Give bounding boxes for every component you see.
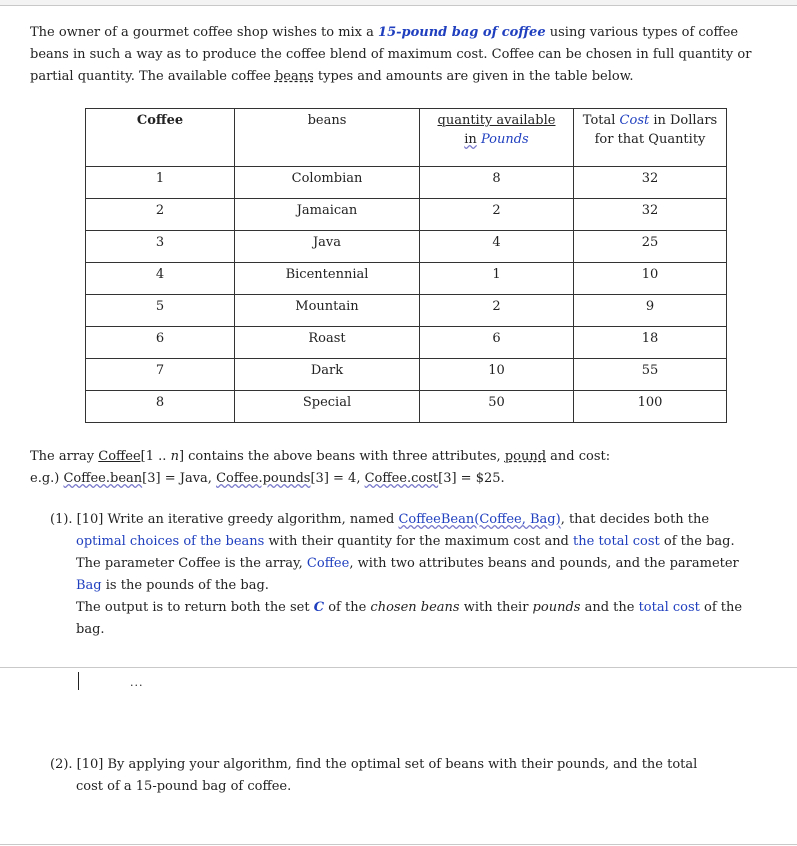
table-row — [86, 295, 727, 327]
array-description-paragraph — [30, 446, 770, 490]
text-cursor[interactable] — [78, 672, 79, 690]
array-text: ] contains the above beans with three attributes, — [178, 449, 505, 464]
q1-text: with their quantity for the maximum cost and — [264, 534, 574, 549]
table-row — [86, 327, 727, 359]
cell-quantity: 1 — [420, 263, 574, 295]
table-row — [86, 199, 727, 231]
cell-cost: 55 — [574, 359, 727, 391]
example-pounds-field: Coffee.pounds — [216, 471, 311, 486]
table-row — [86, 391, 727, 423]
coffee-table — [85, 108, 727, 423]
example-bean-field: Coffee.bean — [63, 471, 143, 486]
header-quantity-in: in — [464, 132, 477, 147]
cell-bean: Jamaican — [235, 199, 420, 231]
q1-text: (1). [10] Write an iterative greedy algorithm, named — [50, 512, 399, 527]
q2-line1: (2). [10] By applying your algorithm, find the optimal set of beans with their pounds, and the total — [50, 757, 698, 772]
cell-cost: 10 — [574, 263, 727, 295]
array-text: and cost: — [546, 449, 611, 464]
cell-cost: 18 — [574, 327, 727, 359]
cell-quantity: 8 — [420, 167, 574, 199]
question-1-paragraph — [50, 509, 762, 641]
q1-total-cost-2: total cost — [638, 600, 700, 615]
cell-quantity: 4 — [420, 231, 574, 263]
header-total-cost — [574, 109, 727, 167]
q1-text: with their — [459, 600, 533, 615]
header-coffee: Coffee — [86, 109, 235, 167]
q1-bag-param: Bag — [76, 578, 102, 593]
cell-bean: Dark — [235, 359, 420, 391]
q1-text: , that decides both the — [560, 512, 710, 527]
header-cost-word: Cost — [619, 113, 650, 128]
cell-bean: Roast — [235, 327, 420, 359]
cell-cost: 100 — [574, 391, 727, 423]
header-total-word: Total — [582, 113, 620, 128]
intro-bag-emphasis: 15-pound bag of coffee — [378, 25, 546, 40]
array-range: 1 .. — [145, 449, 171, 464]
cell-bean: Bicentennial — [235, 263, 420, 295]
table-row — [86, 359, 727, 391]
q2-line2: cost of a 15-pound bag of coffee. — [76, 779, 292, 794]
cell-bean: Java — [235, 231, 420, 263]
header-quantity-pounds: Pounds — [480, 132, 529, 147]
q1-coffee-param: Coffee — [306, 556, 350, 571]
intro-text: The owner of a gourmet coffee shop wishes to mix a — [30, 25, 379, 40]
cell-quantity: 50 — [420, 391, 574, 423]
header-beans: beans — [235, 109, 420, 167]
example-cost-field: Coffee.cost — [364, 471, 439, 486]
cell-cost: 9 — [574, 295, 727, 327]
array-name: Coffee[ — [98, 449, 146, 464]
array-pound-word: pound — [504, 449, 547, 464]
array-text: The array — [30, 449, 99, 464]
cell-cost: 32 — [574, 199, 727, 231]
cell-cost: 32 — [574, 167, 727, 199]
q1-set-c: C — [313, 600, 325, 615]
intro-text: using various types of coffee beans in such a way as to produce the coffee blend of maximum cost. Coffee can be chosen in full quantity or partial quantity. The available coffee — [30, 25, 752, 84]
q1-indented-body — [50, 531, 762, 641]
q1-function-name: CoffeeBean(Coffee, Bag) — [398, 512, 561, 527]
cell-id: 5 — [86, 295, 235, 327]
cell-quantity: 6 — [420, 327, 574, 359]
example-text: [3] = 4, — [310, 471, 365, 486]
q1-optimal-choices: optimal choices of the beans — [76, 534, 265, 549]
bottom-divider — [0, 844, 797, 845]
cell-id: 6 — [86, 327, 235, 359]
ellipsis-text: ... — [130, 676, 144, 689]
intro-beans-word: beans — [274, 69, 314, 84]
page-break-divider — [0, 667, 797, 668]
q1-text: of the bag. The parameter Coffee is the array, — [76, 534, 735, 571]
header-total-rest: in Dollars for that Quantity — [594, 113, 718, 147]
header-quantity — [420, 109, 574, 167]
table-row — [86, 167, 727, 199]
cell-quantity: 2 — [420, 199, 574, 231]
cell-id: 2 — [86, 199, 235, 231]
q1-total-cost: the total cost — [573, 534, 660, 549]
q1-chosen-beans: chosen beans — [370, 600, 460, 615]
question-2-paragraph — [50, 754, 762, 798]
cell-id: 4 — [86, 263, 235, 295]
q1-text: of the — [324, 600, 371, 615]
ribbon-group-labels-strip — [0, 0, 797, 6]
example-text: [3] = Java, — [142, 471, 217, 486]
cell-id: 8 — [86, 391, 235, 423]
cell-id: 3 — [86, 231, 235, 263]
cell-bean: Mountain — [235, 295, 420, 327]
q1-text: of the bag. — [76, 600, 743, 637]
cell-id: 1 — [86, 167, 235, 199]
table-row — [86, 231, 727, 263]
cell-bean: Special — [235, 391, 420, 423]
q1-text: , with two attributes beans and pounds, and the parameter — [349, 556, 739, 571]
q1-text: The output is to return both the set — [76, 600, 314, 615]
q1-pounds: pounds — [532, 600, 581, 615]
intro-text: types and amounts are given in the table below. — [313, 69, 634, 84]
cell-quantity: 2 — [420, 295, 574, 327]
cell-cost: 25 — [574, 231, 727, 263]
example-prefix: e.g.) — [30, 471, 64, 486]
q1-text: and the — [580, 600, 639, 615]
q1-text: is the pounds of the bag. — [101, 578, 269, 593]
intro-paragraph — [30, 22, 770, 88]
example-text: [3] = $25. — [438, 471, 505, 486]
table-row — [86, 263, 727, 295]
cell-bean: Colombian — [235, 167, 420, 199]
array-n: n — [170, 449, 179, 464]
cell-quantity: 10 — [420, 359, 574, 391]
header-quantity-line1: quantity available — [437, 113, 556, 128]
table-header-row — [86, 109, 727, 167]
cell-id: 7 — [86, 359, 235, 391]
